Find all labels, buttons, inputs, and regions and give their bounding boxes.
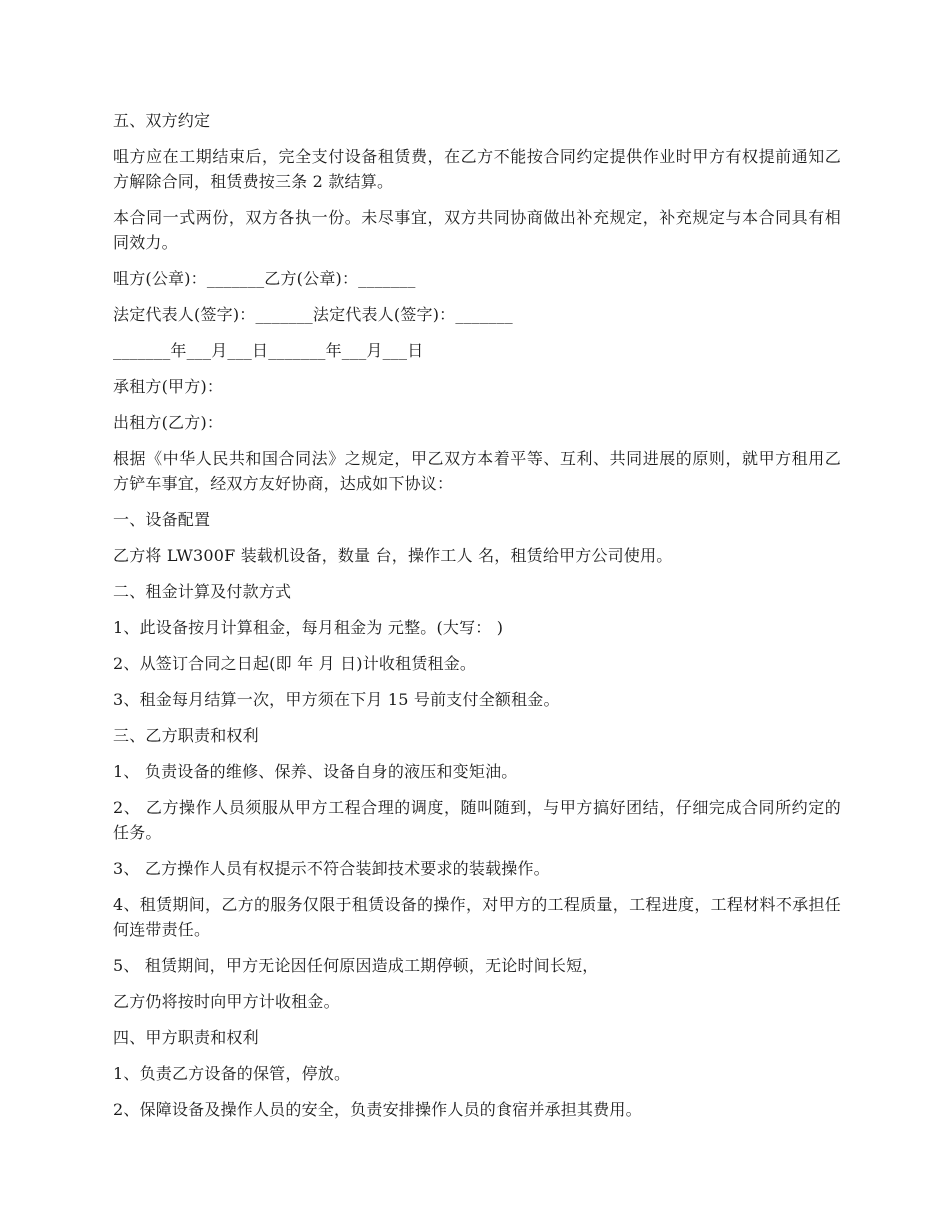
clause-payment-termination: 咀方应在工期结束后，完全支付设备租赁费，在乙方不能按合同约定提供作业时甲方有权提前通知乙方解除合同，租赁费按三条 2 款结算。 [113,147,841,191]
clause-rent-monthly: 1、此设备按月计算租金，每月租金为 元整。(大写： ) [113,618,504,637]
clause-b-dispatch: 2、 乙方操作人员须服从甲方工程合理的调度，随叫随到，与甲方搞好团结，仔细完成合同所约定的任务。 [113,798,841,842]
lessor-party-b: 出租方(乙方)： [113,413,224,432]
document-page [113,108,841,1133]
signature-date-line: _______年___月___日_______年___月___日 [113,341,424,360]
clause-rent-start: 2、从签订合同之日起(即 年 月 日)计收租赁租金。 [113,654,477,673]
section-heading-4: 四、甲方职责和权利 [113,1028,259,1047]
clause-a-storage: 1、负责乙方设备的保管，停放。 [113,1064,351,1083]
preamble: 根据《中华人民共和国合同法》之规定，甲乙双方本着平等、互利、共同进展的原则，就甲方租用乙方铲车事宜，经双方友好协商，达成如下协议： [113,449,841,493]
section-heading-1: 一、设备配置 [113,510,211,529]
clause-a-safety-lodging: 2、保障设备及操作人员的安全，负责安排操作人员的食宿并承担其费用。 [113,1100,642,1119]
section-heading-2: 二、租金计算及付款方式 [113,582,292,601]
lessee-party-a: 承租方(甲方)： [113,377,224,396]
clause-b-maintenance: 1、 负责设备的维修、保养、设备自身的液压和变矩油。 [113,762,518,781]
section-heading-5: 五、双方约定 [113,111,211,130]
clause-rent-settlement: 3、租金每月结算一次，甲方须在下月 15 号前支付全额租金。 [113,690,560,709]
clause-b-downtime-cont: 乙方仍将按时向甲方计收租金。 [113,992,340,1011]
signature-seal-line: 咀方(公章)：_______乙方(公章)：_______ [113,269,416,288]
clause-copies-supplement: 本合同一式两份，双方各执一份。未尽事宜，双方共同协商做出补充规定，补充规定与本合同具有相同效力。 [113,208,841,252]
section-heading-3: 三、乙方职责和权利 [113,726,259,745]
clause-b-downtime: 5、 租赁期间，甲方无论因任何原因造成工期停顿，无论时间长短， [113,956,599,975]
clause-equipment: 乙方将 LW300F 装载机设备，数量 台，操作工人 名，租赁给甲方公司使用。 [113,546,673,565]
signature-representative-line: 法定代表人(签字)：_______法定代表人(签字)：_______ [113,305,513,324]
clause-b-liability: 4、租赁期间，乙方的服务仅限于租赁设备的操作，对甲方的工程质量，工程进度，工程材料不承担任何连带责任。 [113,895,841,939]
clause-b-safety-notice: 3、 乙方操作人员有权提示不符合装卸技术要求的装载操作。 [113,859,550,878]
